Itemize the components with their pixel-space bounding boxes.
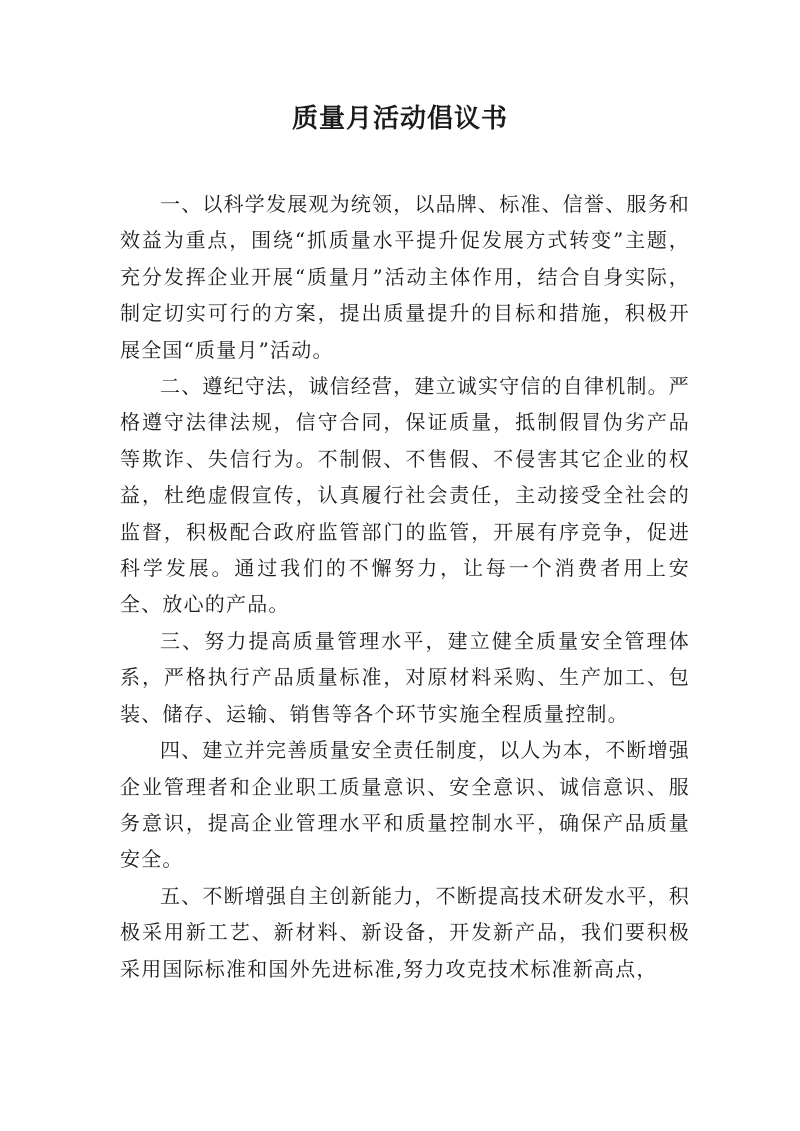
paragraph-3: 三、努力提高质量管理水平，建立健全质量安全管理体系，严格执行产品质量标准，对原材料采购、生产加工、包装、储存、运输、销售等各个环节实施全程质量控制。 — [120, 628, 690, 726]
paragraph-1: 一、以科学发展观为统领，以品牌、标准、信誉、服务和效益为重点，围绕“抓质量水平提升促发展方式转变”主题，充分发挥企业开展“质量月”活动主体作用，结合自身实际，制定切实可行的方案，提出质量提升的目标和措施，积极开展全国“质量月”活动。 — [120, 192, 690, 362]
paragraph-2: 二、遵纪守法，诚信经营，建立诚实守信的自律机制。严格遵守法律法规，信守合同，保证质量，抵制假冒伪劣产品等欺诈、失信行为。不制假、不售假、不侵害其它企业的权益，杜绝虚假宣传，认真履行社会责任，主动接受全社会的监督，积极配合政府监管部门的监管，开展有序竞争，促进科学发展。通过我们的不懈努力，让每一个消费者用上安全、放心的产品。 — [120, 374, 690, 617]
paragraph-4: 四、建立并完善质量安全责任制度，以人为本，不断增强企业管理者和企业职工质量意识、安全意识、诚信意识、服务意识，提高企业管理水平和质量控制水平，确保产品质量安全。 — [120, 738, 690, 872]
document-body — [120, 186, 690, 987]
page-title: 质量月活动倡议书 — [291, 104, 508, 134]
paragraph-5: 五、不断增强自主创新能力，不断提高技术研发水平，积极采用新工艺、新材料、新设备，开发新产品，我们要积极采用国际标准和国外先进标准,努力攻克技术标准新高点， — [120, 883, 690, 981]
